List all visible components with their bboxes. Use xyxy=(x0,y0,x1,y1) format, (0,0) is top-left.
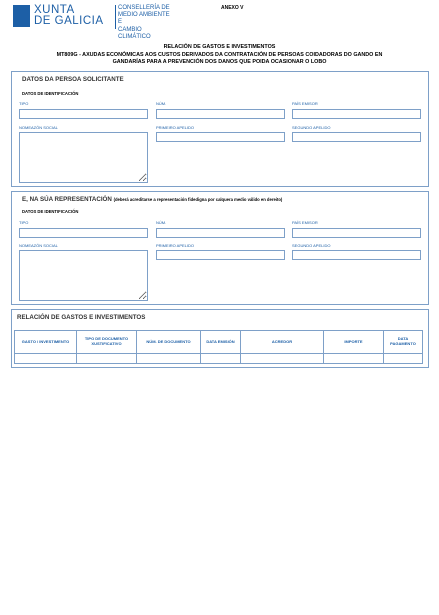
representative-segundo-label: SEGUNDO APELIDO xyxy=(292,243,331,248)
representative-segundo-field[interactable] xyxy=(292,250,421,260)
column-header-data-emision: DATA EMISIÓN xyxy=(201,331,241,354)
expenses-table xyxy=(14,330,423,364)
representative-title-text: E, NA SÚA REPRESENTACIÓN xyxy=(22,196,112,203)
representative-note: (deberá acreditarse a representación fidedigna por calquera medio válido en dereito) xyxy=(113,197,283,202)
annex-label: ANEXO V xyxy=(221,5,244,11)
column-header-data-pagamento: DATA PAGAMENTO xyxy=(384,331,423,354)
table-cell[interactable] xyxy=(201,354,241,364)
representative-section-title xyxy=(22,196,282,203)
representative-num-label: NÚM. xyxy=(156,220,167,225)
applicant-section-title: DATOS DA PERSOA SOLICITANTE xyxy=(22,76,124,83)
applicant-tipo-field[interactable] xyxy=(19,109,148,119)
consellaria-name xyxy=(118,5,173,41)
applicant-segundo-field[interactable] xyxy=(292,132,421,142)
applicant-nomeazon-field[interactable] xyxy=(19,132,148,183)
representative-pais-field[interactable] xyxy=(292,228,421,238)
table-cell[interactable] xyxy=(241,354,324,364)
applicant-pais-label: PAÍS EMISOR xyxy=(292,101,318,106)
applicant-primeiro-field[interactable] xyxy=(156,132,285,142)
xunta-emblem-icon xyxy=(13,5,30,27)
applicant-nomeazon-label: NOMEAZÓN SOCIAL xyxy=(19,125,58,130)
table-cell[interactable] xyxy=(77,354,137,364)
applicant-tipo-label: TIPO xyxy=(19,101,29,106)
representative-primeiro-field[interactable] xyxy=(156,250,285,260)
applicant-section xyxy=(11,71,429,187)
consellaria-line: CONSELLERÍA DE xyxy=(118,5,170,11)
consellaria-line: MEDIO AMBIENTE E xyxy=(118,12,170,26)
representative-pais-label: PAÍS EMISOR xyxy=(292,220,318,225)
document-subtitle-line2: GANDARÍAS PARA A PREVENCIÓN DOS DANOS QUE POIDA OCASIONAR O LOBO xyxy=(112,59,327,65)
representative-tipo-label: TIPO xyxy=(19,220,29,225)
applicant-primeiro-label: PRIMEIRO APELIDO xyxy=(156,125,195,130)
representative-primeiro-label: PRIMEIRO APELIDO xyxy=(156,243,195,248)
table-cell[interactable] xyxy=(15,354,77,364)
document-title: RELACIÓN DE GASTOS E INVESTIMENTOS xyxy=(163,44,276,50)
logo-xunta-text: XUNTA xyxy=(34,4,75,16)
column-header-tipo-documento: TIPO DE DOCUMENTO XUSTIFICATIVO xyxy=(77,331,137,354)
representative-nomeazon-field[interactable] xyxy=(19,250,148,301)
table-cell[interactable] xyxy=(137,354,201,364)
applicant-num-field[interactable] xyxy=(156,109,285,119)
expenses-section-title: RELACIÓN DE GASTOS E INVESTIMENTOS xyxy=(17,314,146,321)
expenses-header-row xyxy=(15,331,423,354)
column-header-acredor: ACREDOR xyxy=(241,331,324,354)
applicant-pais-field[interactable] xyxy=(292,109,421,119)
representative-section xyxy=(11,191,429,305)
column-header-gasto: GASTO / INVESTIMENTO xyxy=(15,331,77,354)
applicant-segundo-label: SEGUNDO APELIDO xyxy=(292,125,331,130)
applicant-num-label: NÚM. xyxy=(156,101,167,106)
representative-nomeazon-label: NOMEAZÓN SOCIAL xyxy=(19,243,58,248)
table-cell[interactable] xyxy=(384,354,423,364)
xunta-logo xyxy=(13,4,173,40)
logo-divider xyxy=(115,5,116,29)
representative-tipo-field[interactable] xyxy=(19,228,148,238)
document-subtitle-line1: MT809G - AXUDAS ECONÓMICAS AOS CUSTOS DERIVADOS DA CONTRATACIÓN DE PERSOAS COIDADORAS DO GANDO EN xyxy=(56,52,383,58)
table-row xyxy=(15,354,423,364)
logo-galicia-text: DE GALICIA xyxy=(34,15,104,27)
representative-num-field[interactable] xyxy=(156,228,285,238)
table-cell[interactable] xyxy=(324,354,384,364)
consellaria-line: CAMBIO CLIMÁTICO xyxy=(118,26,151,40)
applicant-id-subtitle: DATOS DE IDENTIFICACIÓN xyxy=(22,91,79,96)
column-header-importe: IMPORTE xyxy=(324,331,384,354)
column-header-num-documento: NÚM. DE DOCUMENTO xyxy=(137,331,201,354)
representative-id-subtitle: DATOS DE IDENTIFICACIÓN xyxy=(22,209,79,214)
